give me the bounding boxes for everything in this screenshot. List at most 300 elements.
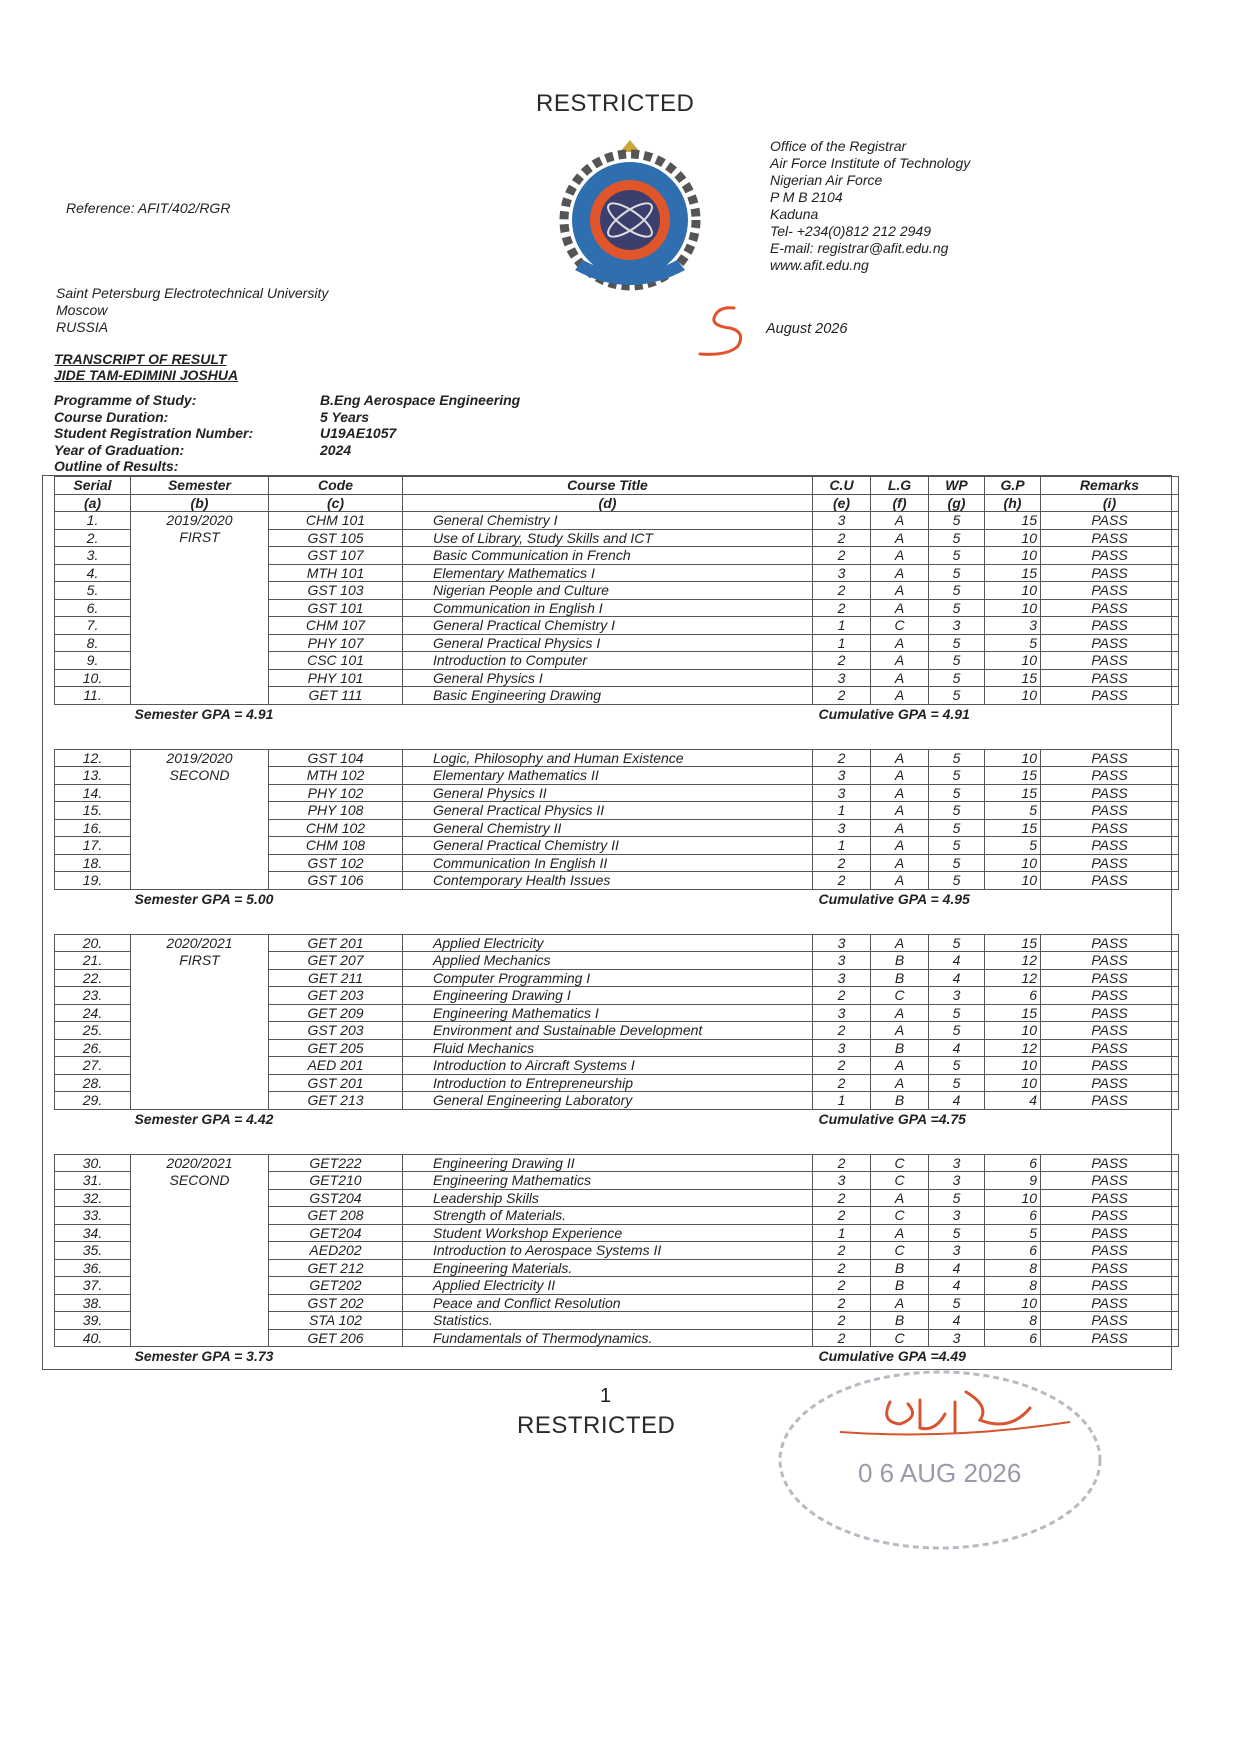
semester-cell — [131, 564, 269, 582]
credit-units-cell: 2 — [813, 1189, 871, 1207]
weighted-point-cell: 5 — [929, 784, 985, 802]
column-header: Course Title — [403, 477, 813, 495]
credit-units-cell: 1 — [813, 617, 871, 635]
remarks-cell: PASS — [1041, 1022, 1179, 1040]
serial-cell: 19. — [55, 872, 131, 890]
remarks-cell: PASS — [1041, 952, 1179, 970]
remarks-cell: PASS — [1041, 669, 1179, 687]
remarks-cell: PASS — [1041, 1312, 1179, 1330]
column-subheader: (d) — [403, 494, 813, 512]
letter-grade-cell: A — [871, 749, 929, 767]
table-row — [55, 564, 1179, 582]
column-header: L.G — [871, 477, 929, 495]
serial-cell: 17. — [55, 837, 131, 855]
remarks-cell: PASS — [1041, 1329, 1179, 1347]
letter-grade-cell: A — [871, 599, 929, 617]
grade-point-cell: 10 — [985, 1294, 1041, 1312]
weighted-point-cell: 5 — [929, 802, 985, 820]
semester-label: SECOND — [169, 766, 230, 783]
cumulative-gpa: Cumulative GPA = 4.95 — [818, 890, 970, 907]
graduation-label: Year of Graduation: — [54, 441, 185, 458]
grade-point-cell: 5 — [985, 1224, 1041, 1242]
office-phone: Tel- +234(0)812 212 2949 — [770, 223, 931, 239]
code-cell: CHM 107 — [269, 617, 403, 635]
grade-point-cell: 6 — [985, 1207, 1041, 1225]
remarks-cell: PASS — [1041, 529, 1179, 547]
semester-label: SECOND — [169, 1171, 230, 1188]
credit-units-cell: 2 — [813, 749, 871, 767]
letter-grade-cell: C — [871, 987, 929, 1005]
course-title-cell: General Physics II — [403, 784, 813, 802]
credit-units-cell: 2 — [813, 547, 871, 565]
letter-grade-cell: A — [871, 767, 929, 785]
letter-grade-cell: B — [871, 969, 929, 987]
code-cell: GET 111 — [269, 687, 403, 705]
table-row — [55, 1277, 1179, 1295]
grade-point-cell: 15 — [985, 512, 1041, 530]
weighted-point-cell: 5 — [929, 1294, 985, 1312]
weighted-point-cell: 5 — [929, 837, 985, 855]
course-title-cell: Communication in English I — [403, 599, 813, 617]
results-table — [54, 476, 1179, 1365]
remarks-cell: PASS — [1041, 1172, 1179, 1190]
weighted-point-cell: 3 — [929, 987, 985, 1005]
course-title-cell: Introduction to Aircraft Systems I — [403, 1057, 813, 1075]
subheader-row — [55, 494, 1179, 512]
semester-cell — [131, 1039, 269, 1057]
letter-grade-cell: B — [871, 1092, 929, 1110]
code-cell: GST 107 — [269, 547, 403, 565]
weighted-point-cell: 5 — [929, 1074, 985, 1092]
column-subheader: (h) — [985, 494, 1041, 512]
office-line: Air Force Institute of Technology — [770, 155, 971, 171]
semester-cell — [131, 969, 269, 987]
grade-point-cell: 5 — [985, 837, 1041, 855]
letter-grade-cell: A — [871, 687, 929, 705]
weighted-point-cell: 5 — [929, 669, 985, 687]
credit-units-cell: 2 — [813, 1057, 871, 1075]
remarks-cell: PASS — [1041, 1207, 1179, 1225]
weighted-point-cell: 5 — [929, 529, 985, 547]
course-title-cell: Engineering Materials. — [403, 1259, 813, 1277]
semester-cell — [131, 1074, 269, 1092]
grade-point-cell: 10 — [985, 1022, 1041, 1040]
course-title-cell: Student Workshop Experience — [403, 1224, 813, 1242]
table-row — [55, 1207, 1179, 1225]
letter-grade-cell: B — [871, 1259, 929, 1277]
code-cell: GST 101 — [269, 599, 403, 617]
grade-point-cell: 6 — [985, 1329, 1041, 1347]
code-cell: GET 201 — [269, 934, 403, 952]
weighted-point-cell: 5 — [929, 934, 985, 952]
table-row — [55, 599, 1179, 617]
serial-cell: 18. — [55, 854, 131, 872]
column-header: Remarks — [1041, 477, 1179, 495]
letter-grade-cell: C — [871, 1242, 929, 1260]
grade-point-cell: 8 — [985, 1259, 1041, 1277]
credit-units-cell: 3 — [813, 934, 871, 952]
weighted-point-cell: 5 — [929, 547, 985, 565]
remarks-cell: PASS — [1041, 854, 1179, 872]
course-title-cell: Introduction to Entrepreneurship — [403, 1074, 813, 1092]
letter-grade-cell: A — [871, 652, 929, 670]
remarks-cell: PASS — [1041, 582, 1179, 600]
serial-cell: 5. — [55, 582, 131, 600]
semester-cell — [131, 1189, 269, 1207]
semester-cell — [131, 1224, 269, 1242]
classification-top: RESTRICTED — [536, 90, 695, 117]
letter-grade-cell: B — [871, 1039, 929, 1057]
credit-units-cell: 2 — [813, 1329, 871, 1347]
letter-grade-cell: A — [871, 582, 929, 600]
grade-point-cell: 15 — [985, 819, 1041, 837]
letter-grade-cell: A — [871, 512, 929, 530]
office-line: Nigerian Air Force — [770, 172, 883, 188]
course-title-cell: General Practical Chemistry II — [403, 837, 813, 855]
code-cell: GET210 — [269, 1172, 403, 1190]
weighted-point-cell: 3 — [929, 1207, 985, 1225]
serial-cell: 10. — [55, 669, 131, 687]
semester-cell — [131, 837, 269, 855]
serial-cell: 26. — [55, 1039, 131, 1057]
letter-grade-cell: A — [871, 934, 929, 952]
column-header: Serial — [55, 477, 131, 495]
course-title-cell: Contemporary Health Issues — [403, 872, 813, 890]
serial-cell: 36. — [55, 1259, 131, 1277]
serial-cell: 35. — [55, 1242, 131, 1260]
letter-grade-cell: B — [871, 1277, 929, 1295]
course-title-cell: Leadership Skills — [403, 1189, 813, 1207]
letter-grade-cell: A — [871, 634, 929, 652]
credit-units-cell: 1 — [813, 1224, 871, 1242]
weighted-point-cell: 3 — [929, 617, 985, 635]
column-subheader: (i) — [1041, 494, 1179, 512]
weighted-point-cell: 5 — [929, 599, 985, 617]
table-row — [55, 1172, 1179, 1190]
semester-gpa: Semester GPA = 4.42 — [134, 1110, 274, 1127]
table-row — [55, 802, 1179, 820]
weighted-point-cell: 5 — [929, 1057, 985, 1075]
remarks-cell: PASS — [1041, 1092, 1179, 1110]
course-title-cell: Fundamentals of Thermodynamics. — [403, 1329, 813, 1347]
letter-grade-cell: C — [871, 1329, 929, 1347]
column-subheader: (f) — [871, 494, 929, 512]
grade-point-cell: 12 — [985, 952, 1041, 970]
session-label: 2019/2020 — [166, 749, 233, 766]
column-header: Code — [269, 477, 403, 495]
weighted-point-cell: 4 — [929, 1039, 985, 1057]
grade-point-cell: 6 — [985, 1242, 1041, 1260]
grade-point-cell: 15 — [985, 1004, 1041, 1022]
recipient-line: Moscow — [56, 302, 108, 318]
remarks-cell: PASS — [1041, 1224, 1179, 1242]
credit-units-cell: 2 — [813, 854, 871, 872]
table-row — [55, 837, 1179, 855]
serial-cell: 4. — [55, 564, 131, 582]
gpa-row — [55, 1109, 1179, 1128]
table-row — [55, 1294, 1179, 1312]
credit-units-cell: 2 — [813, 1154, 871, 1172]
grade-point-cell: 9 — [985, 1172, 1041, 1190]
grade-point-cell: 15 — [985, 934, 1041, 952]
code-cell: PHY 102 — [269, 784, 403, 802]
credit-units-cell: 1 — [813, 1092, 871, 1110]
table-row — [55, 1259, 1179, 1277]
serial-cell: 32. — [55, 1189, 131, 1207]
semester-cell — [131, 1022, 269, 1040]
serial-cell: 22. — [55, 969, 131, 987]
serial-cell: 28. — [55, 1074, 131, 1092]
table-row — [55, 1154, 1179, 1172]
serial-cell: 16. — [55, 819, 131, 837]
table-row — [55, 529, 1179, 547]
credit-units-cell: 3 — [813, 969, 871, 987]
credit-units-cell: 2 — [813, 987, 871, 1005]
grade-point-cell: 12 — [985, 1039, 1041, 1057]
remarks-cell: PASS — [1041, 1259, 1179, 1277]
weighted-point-cell: 4 — [929, 1092, 985, 1110]
serial-cell: 40. — [55, 1329, 131, 1347]
credit-units-cell: 3 — [813, 512, 871, 530]
weighted-point-cell: 5 — [929, 854, 985, 872]
table-row — [55, 1039, 1179, 1057]
grade-point-cell: 10 — [985, 1189, 1041, 1207]
course-title-cell: Introduction to Computer — [403, 652, 813, 670]
weighted-point-cell: 5 — [929, 767, 985, 785]
handwritten-day — [688, 300, 768, 360]
remarks-cell: PASS — [1041, 1154, 1179, 1172]
transcript-heading — [54, 351, 238, 383]
credit-units-cell: 2 — [813, 599, 871, 617]
code-cell: GET 205 — [269, 1039, 403, 1057]
code-cell: CHM 108 — [269, 837, 403, 855]
grade-point-cell: 10 — [985, 582, 1041, 600]
institute-crest-logo — [545, 130, 715, 300]
letter-grade-cell: A — [871, 529, 929, 547]
grade-point-cell: 15 — [985, 669, 1041, 687]
serial-cell: 23. — [55, 987, 131, 1005]
remarks-cell: PASS — [1041, 784, 1179, 802]
stamp-date: 0 6 AUG 2026 — [858, 1458, 1022, 1488]
course-title-cell: Introduction to Aerospace Systems II — [403, 1242, 813, 1260]
grade-point-cell: 10 — [985, 599, 1041, 617]
semester-cell — [131, 1207, 269, 1225]
serial-cell: 24. — [55, 1004, 131, 1022]
table-row — [55, 934, 1179, 952]
student-name: JIDE TAM-EDIMINI JOSHUA — [54, 367, 239, 383]
grade-point-cell: 8 — [985, 1312, 1041, 1330]
credit-units-cell: 3 — [813, 1172, 871, 1190]
semester-cell — [131, 1329, 269, 1347]
grade-point-cell: 4 — [985, 1092, 1041, 1110]
letter-grade-cell: B — [871, 1312, 929, 1330]
column-subheader: (g) — [929, 494, 985, 512]
course-title-cell: General Practical Physics I — [403, 634, 813, 652]
grade-point-cell: 10 — [985, 652, 1041, 670]
table-row — [55, 687, 1179, 705]
recipient-line: Saint Petersburg Electrotechnical University — [56, 285, 329, 301]
code-cell: GST 203 — [269, 1022, 403, 1040]
semester-cell — [131, 872, 269, 890]
grade-point-cell: 5 — [985, 634, 1041, 652]
credit-units-cell: 3 — [813, 767, 871, 785]
remarks-cell: PASS — [1041, 749, 1179, 767]
course-title-cell: Communication In English II — [403, 854, 813, 872]
serial-cell: 34. — [55, 1224, 131, 1242]
serial-cell: 9. — [55, 652, 131, 670]
programme-value: B.Eng Aerospace Engineering — [320, 392, 521, 408]
serial-cell: 21. — [55, 952, 131, 970]
serial-cell: 29. — [55, 1092, 131, 1110]
serial-cell: 30. — [55, 1154, 131, 1172]
table-row — [55, 1022, 1179, 1040]
remarks-cell: PASS — [1041, 564, 1179, 582]
weighted-point-cell: 4 — [929, 1259, 985, 1277]
duration-value: 5 Years — [320, 408, 370, 425]
code-cell: GET 208 — [269, 1207, 403, 1225]
letter-grade-cell: A — [871, 1294, 929, 1312]
course-title-cell: Applied Electricity II — [403, 1277, 813, 1295]
semester-cell — [131, 1092, 269, 1110]
semester-cell — [131, 652, 269, 670]
semester-cell — [131, 934, 269, 952]
semester-gpa: Semester GPA = 5.00 — [134, 890, 274, 907]
credit-units-cell: 1 — [813, 837, 871, 855]
spacer-cell — [55, 1128, 1179, 1155]
table-row — [55, 669, 1179, 687]
course-title-cell: Environment and Sustainable Development — [403, 1022, 813, 1040]
semester-cell — [131, 854, 269, 872]
grade-point-cell: 15 — [985, 767, 1041, 785]
semester-cell — [131, 634, 269, 652]
course-title-cell: Fluid Mechanics — [403, 1039, 813, 1057]
table-row — [55, 582, 1179, 600]
serial-cell: 31. — [55, 1172, 131, 1190]
spacer-cell — [55, 908, 1179, 935]
course-title-cell: Use of Library, Study Skills and ICT — [403, 529, 813, 547]
semester-cell — [131, 529, 269, 547]
semester-cell — [131, 802, 269, 820]
credit-units-cell: 3 — [813, 784, 871, 802]
letter-grade-cell: A — [871, 784, 929, 802]
letter-grade-cell: A — [871, 872, 929, 890]
semester-cell — [131, 599, 269, 617]
grade-point-cell: 10 — [985, 687, 1041, 705]
course-title-cell: Logic, Philosophy and Human Existence — [403, 749, 813, 767]
course-title-cell: Applied Mechanics — [403, 952, 813, 970]
code-cell: PHY 107 — [269, 634, 403, 652]
weighted-point-cell: 4 — [929, 952, 985, 970]
credit-units-cell: 2 — [813, 1294, 871, 1312]
credit-units-cell: 2 — [813, 1022, 871, 1040]
course-title-cell: General Physics I — [403, 669, 813, 687]
grade-point-cell: 3 — [985, 617, 1041, 635]
course-title-cell: Peace and Conflict Resolution — [403, 1294, 813, 1312]
weighted-point-cell: 5 — [929, 749, 985, 767]
table-row — [55, 1189, 1179, 1207]
course-title-cell: Computer Programming I — [403, 969, 813, 987]
grade-point-cell: 10 — [985, 1074, 1041, 1092]
remarks-cell: PASS — [1041, 802, 1179, 820]
code-cell: PHY 101 — [269, 669, 403, 687]
course-title-cell: Basic Communication in French — [403, 547, 813, 565]
course-title-cell: Statistics. — [403, 1312, 813, 1330]
grade-point-cell: 15 — [985, 784, 1041, 802]
serial-cell: 37. — [55, 1277, 131, 1295]
credit-units-cell: 2 — [813, 652, 871, 670]
code-cell: GET 206 — [269, 1329, 403, 1347]
regno-label: Student Registration Number: — [54, 425, 254, 441]
table-row — [55, 512, 1179, 530]
code-cell: CHM 101 — [269, 512, 403, 530]
semester-cell — [131, 617, 269, 635]
table-row — [55, 749, 1179, 767]
serial-cell: 27. — [55, 1057, 131, 1075]
course-title-cell: Elementary Mathematics I — [403, 564, 813, 582]
grade-point-cell: 6 — [985, 987, 1041, 1005]
recipient-address — [56, 285, 328, 336]
table-row — [55, 652, 1179, 670]
table-row — [55, 1004, 1179, 1022]
remarks-cell: PASS — [1041, 872, 1179, 890]
grade-point-cell: 12 — [985, 969, 1041, 987]
serial-cell: 14. — [55, 784, 131, 802]
remarks-cell: PASS — [1041, 687, 1179, 705]
credit-units-cell: 3 — [813, 819, 871, 837]
credit-units-cell: 1 — [813, 634, 871, 652]
remarks-cell: PASS — [1041, 617, 1179, 635]
semester-label: FIRST — [179, 529, 220, 545]
header-row — [55, 477, 1179, 495]
weighted-point-cell: 4 — [929, 969, 985, 987]
credit-units-cell: 3 — [813, 952, 871, 970]
weighted-point-cell: 5 — [929, 687, 985, 705]
serial-cell: 3. — [55, 547, 131, 565]
serial-cell: 2. — [55, 529, 131, 547]
remarks-cell: PASS — [1041, 1294, 1179, 1312]
weighted-point-cell: 5 — [929, 564, 985, 582]
remarks-cell: PASS — [1041, 547, 1179, 565]
column-header: G.P — [985, 477, 1041, 495]
table-row — [55, 1312, 1179, 1330]
credit-units-cell: 2 — [813, 872, 871, 890]
credit-units-cell: 2 — [813, 1277, 871, 1295]
letter-grade-cell: A — [871, 854, 929, 872]
weighted-point-cell: 3 — [929, 1172, 985, 1190]
table-row — [55, 854, 1179, 872]
serial-cell: 13. — [55, 767, 131, 785]
grade-point-cell: 10 — [985, 854, 1041, 872]
credit-units-cell: 3 — [813, 669, 871, 687]
remarks-cell: PASS — [1041, 1039, 1179, 1057]
course-title-cell: Nigerian People and Culture — [403, 582, 813, 600]
grade-point-cell: 8 — [985, 1277, 1041, 1295]
serial-cell: 6. — [55, 599, 131, 617]
letter-grade-cell: A — [871, 564, 929, 582]
recipient-line: RUSSIA — [56, 319, 109, 335]
page-number: 1 — [600, 1385, 612, 1407]
letter-grade-cell: A — [871, 1057, 929, 1075]
table-row — [55, 1242, 1179, 1260]
spacer-row — [55, 908, 1179, 935]
remarks-cell: PASS — [1041, 652, 1179, 670]
code-cell: GET 213 — [269, 1092, 403, 1110]
session-label: 2020/2021 — [166, 934, 233, 951]
remarks-cell: PASS — [1041, 1277, 1179, 1295]
table-row — [55, 1329, 1179, 1347]
semester-cell — [131, 1312, 269, 1330]
spacer-row — [55, 723, 1179, 750]
